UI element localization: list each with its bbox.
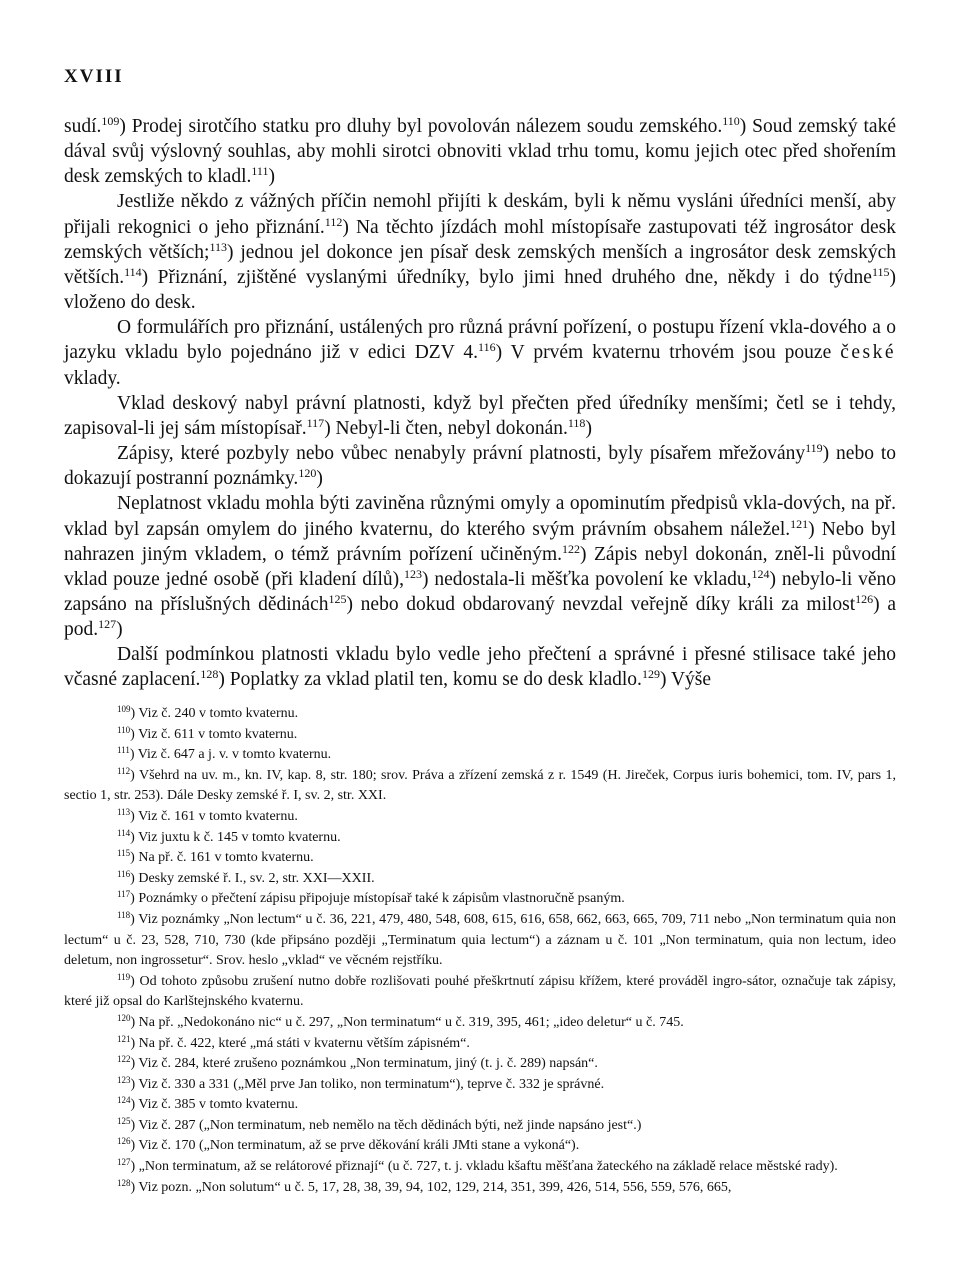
footnote [64, 1075, 896, 1096]
paragraph [64, 441, 896, 491]
paragraph [64, 315, 896, 390]
footnote-text: ) Na př. „Nedokonáno nic“ u č. 297, „Non terminatum“ u č. 319, 395, 461; „ideo deletur“ u č. 745. [130, 1014, 684, 1030]
footnote-text: ) Viz č. 385 v tomto kvaternu. [130, 1097, 299, 1113]
footnote-number: 114 [117, 827, 131, 838]
text-run: Neplatnost vkladu mohla býti zaviněna různými omyly a opominutím předpisů vkla-dových, na př. vklad byl zapsán omylem do jiného kvaternu, do kterého svým právním obsahem náležel. [64, 493, 896, 540]
footnote-text: ) Viz poznámky „Non lectum“ u č. 36, 221, 479, 480, 548, 608, 615, 616, 658, 662, 663, 665, 709, 711 nebo „Non terminatum quia non lectum“ u č. 23, 528, 710, 730 (kde připsáno později „Terminatum quia lectum“) a záznam u č. 101 „Non terminatum, quia non lectum, ideo deletum, non ingrossetur“. Srov. heslo „vklad“ ve věcném rejstříku. [64, 911, 896, 969]
footnote [64, 1116, 896, 1137]
text-run: ) a pod. [64, 593, 896, 641]
footnote-number: 122 [117, 1054, 131, 1065]
footnote-ref: 109 [101, 114, 120, 128]
text-run: vklady. [64, 367, 121, 389]
footnote-ref: 124 [751, 566, 770, 581]
footnote-text: ) Viz č. 161 v tomto kvaternu. [130, 808, 298, 824]
footnote [64, 1013, 896, 1034]
text-run: ) nebo dokud obdarovaný nevzdal veřejně díky králi za milost [346, 593, 856, 615]
footnote-ref: 122 [562, 541, 581, 556]
text-run: ) [116, 619, 123, 641]
text-run: ) Na těchto jízdách mohl místopísaře zastupovati též ingrosátor desk zemských větších; [64, 216, 896, 263]
paragraph [64, 114, 896, 189]
text-run: ) vloženo do desk. [64, 266, 896, 314]
footnote [64, 745, 896, 766]
footnote-ref: 116 [478, 340, 496, 355]
footnote [64, 725, 896, 746]
paragraph [64, 491, 896, 642]
text-run: ) Přiznání, zjištěné vyslanými úředníky, bylo jimi hned druhého dne, někdy i do týdne [141, 266, 872, 288]
footnote-text: ) Viz č. 284, které zrušeno poznámkou „Non terminatum, jiný (t. j. č. 289) napsán“. [130, 1056, 598, 1072]
footnote-ref: 111 [251, 164, 269, 179]
text-run: ) Prodej sirotčího statku pro dluhy byl povolován nálezem soudu zemského. [119, 116, 723, 137]
footnote [64, 828, 896, 849]
footnote-number: 112 [117, 765, 131, 776]
footnote [64, 889, 896, 910]
footnote-number: 113 [117, 806, 131, 817]
text-run: Jestliže někdo z vážných příčin nemohl přijíti k deskám, byli k němu vysláni úředníci menší, aby přijali rekognici o jeho přiznání. [64, 191, 896, 238]
footnote-number: 115 [117, 848, 131, 859]
footnote-text: ) Viz č. 330 a 331 („Měl prve Jan toliko, non terminatum“), teprve č. 332 je správné. [130, 1076, 605, 1092]
footnote-ref: 118 [567, 415, 586, 430]
footnote [64, 848, 896, 869]
footnote [64, 972, 896, 1013]
footnote-number: 126 [117, 1136, 131, 1147]
footnote-number: 117 [117, 889, 131, 900]
footnote-ref: 128 [200, 667, 219, 682]
text-run: ) Nebo byl nahrazen jiným vkladem, o témž právním pořízení učiněným. [64, 518, 896, 565]
footnote-ref: 117 [306, 415, 325, 430]
text-run: ) Nebyl-li čten, nebyl dokonán. [324, 417, 568, 439]
footnote [64, 1034, 896, 1055]
footnote-ref: 115 [871, 264, 890, 279]
footnote-ref: 119 [805, 441, 823, 456]
paragraph [64, 189, 896, 315]
footnote-text: ) Viz pozn. „Non solutum“ u č. 5, 17, 28, 38, 39, 94, 102, 129, 214, 351, 399, 426, 514, 556, 559, 576, 665, [130, 1179, 732, 1195]
footnote [64, 1054, 896, 1075]
footnote-text: ) Na př. č. 422, které „má státi v kvaternu větším zápisném“. [130, 1035, 470, 1051]
footnote-number: 118 [117, 909, 131, 920]
footnote [64, 766, 896, 807]
footnote-number: 125 [117, 1115, 131, 1126]
footnote-number: 116 [117, 868, 131, 879]
footnote-text: ) Viz č. 240 v tomto kvaternu. [130, 706, 299, 721]
footnote-ref: 126 [855, 591, 874, 606]
text-run: ) Poplatky za vklad platil ten, komu se do desk kladlo. [218, 669, 642, 691]
text-run: ) V prvém kvaternu trhovém jsou pouze [495, 342, 841, 364]
text-run: ) [316, 468, 323, 490]
footnote-number: 123 [117, 1074, 131, 1085]
paragraph [64, 391, 896, 441]
footnote [64, 1136, 896, 1157]
footnote-number: 121 [117, 1033, 131, 1044]
paragraph [64, 642, 896, 692]
footnote [64, 807, 896, 828]
footnote-number: 124 [117, 1095, 131, 1106]
footnote [64, 1157, 896, 1178]
footnote-text: ) Poznámky o přečtení zápisu připojuje místopísař také k zápisům vlastnoručně psaným. [130, 891, 625, 907]
text-run: ) [585, 417, 592, 439]
footnote-number: 119 [117, 971, 131, 982]
footnote-ref: 120 [298, 466, 317, 481]
text-run: ) Zápis nebyl dokonán, zněl-li původní vklad pouze jedné osobě (při kladení dílů), [64, 543, 896, 590]
footnote [64, 869, 896, 890]
footnote-ref: 125 [328, 591, 347, 606]
text-run: ) Výše [659, 669, 712, 691]
footnote-text: ) Od tohoto způsobu zrušení nutno dobře rozlišovati pouhé přeškrtnutí zápisu křížem, které prováděl ingro-sátor, označuje tak zápisy, které již opsal do Karlštejnského kvaternu. [64, 973, 896, 1010]
text-run: ) Soud zemský také dával svůj výslovný souhlas, aby mohli sirotci obnoviti vklad trhu tomu, komu jejich otec před shořením desk zemských to kladl. [64, 116, 896, 188]
page-folio: XVIII [64, 66, 124, 87]
footnote-text: ) Viz č. 611 v tomto kvaternu. [130, 726, 298, 742]
footnote-number: 110 [117, 724, 131, 735]
footnote-text: ) Viz č. 287 („Non terminatum, neb nemělo na těch dědinách býti, než jinde napsáno jest“.) [130, 1117, 642, 1133]
footnote-ref: 123 [404, 566, 422, 581]
footnote [64, 704, 896, 725]
text-run: Zápisy, které pozbyly nebo vůbec nenabyly právní platnosti, byly písařem mřežovány [117, 443, 806, 465]
text-run: ) nedostala-li měšťka povolení ke vkladu, [422, 568, 752, 590]
footnote-ref: 129 [641, 667, 660, 682]
footnote-text: ) Viz juxtu k č. 145 v tomto kvaternu. [130, 829, 341, 845]
footnote-text: ) Viz č. 647 a j. v. v tomto kvaternu. [129, 747, 332, 763]
footnote-ref: 112 [324, 214, 343, 229]
footnote-number: 109 [117, 704, 131, 714]
main-text [64, 114, 896, 693]
footnote-text: ) Všehrd na uv. m., kn. IV, kap. 8, str. 180; srov. Práva a zřízení zemská z r. 1549 (H. Jireček, Corpus iuris bohemici, tom. IV, pars 1, sectio 1, str. 253). Dále Desky zemské ř. I, sv. 2, str. XXI. [64, 767, 896, 804]
footnote [64, 1178, 896, 1199]
text-run: ) nebo to dokazují postranní poznámky. [64, 443, 896, 490]
footnote-ref: 110 [722, 114, 740, 128]
footnote-number: 127 [117, 1157, 131, 1168]
footnote-ref: 114 [124, 264, 142, 279]
footnote-ref: 113 [209, 239, 228, 254]
text-run: ) nebylo-li věno zapsáno na příslušných dědinách [64, 568, 896, 615]
footnote-number: 128 [117, 1177, 131, 1188]
text-run: ) jednou jel dokonce jen písař desk zemských menších a ingrosátor desk zemských větších. [64, 241, 897, 288]
footnote-text: ) „Non terminatum, až se relátorové přiznají“ (u č. 727, t. j. vkladu kšaftu měšťana žateckého na základě relace městské rady). [130, 1159, 838, 1175]
text-run: O formulářích pro přiznání, ustálených pro různá právní pořízení, o postupu řízení vkla-dového a o jazyku vkladu bylo pojednáno již v edici DZV 4. [64, 317, 896, 364]
text-run: ) [268, 166, 275, 188]
text-run: české [840, 342, 896, 364]
footnote-number: 120 [117, 1012, 131, 1023]
footnote [64, 1095, 896, 1116]
footnote-text: ) Viz č. 170 („Non terminatum, až se prve děkování králi JMti stane a vykoná“). [130, 1138, 580, 1154]
footnote [64, 910, 896, 972]
text-run: sudí. [64, 116, 102, 137]
footnote-ref: 121 [790, 516, 809, 531]
footnote-text: ) Na př. č. 161 v tomto kvaternu. [130, 850, 314, 866]
text-run: Další podmínkou platnosti vkladu bylo vedle jeho přečtení a správné i přesné stilisace také jeho včasné zaplacení. [64, 644, 896, 691]
footnotes [64, 704, 896, 1198]
footnote-number: 111 [117, 745, 130, 756]
footnote-text: ) Desky zemské ř. I., sv. 2, str. XXI—XXII. [130, 870, 375, 886]
text-run: Vklad deskový nabyl právní platnosti, když byl přečten před úředníky menšími; četl se i tehdy, zapisoval-li jej sám místopísař. [64, 392, 896, 439]
footnote-ref: 127 [98, 617, 117, 632]
